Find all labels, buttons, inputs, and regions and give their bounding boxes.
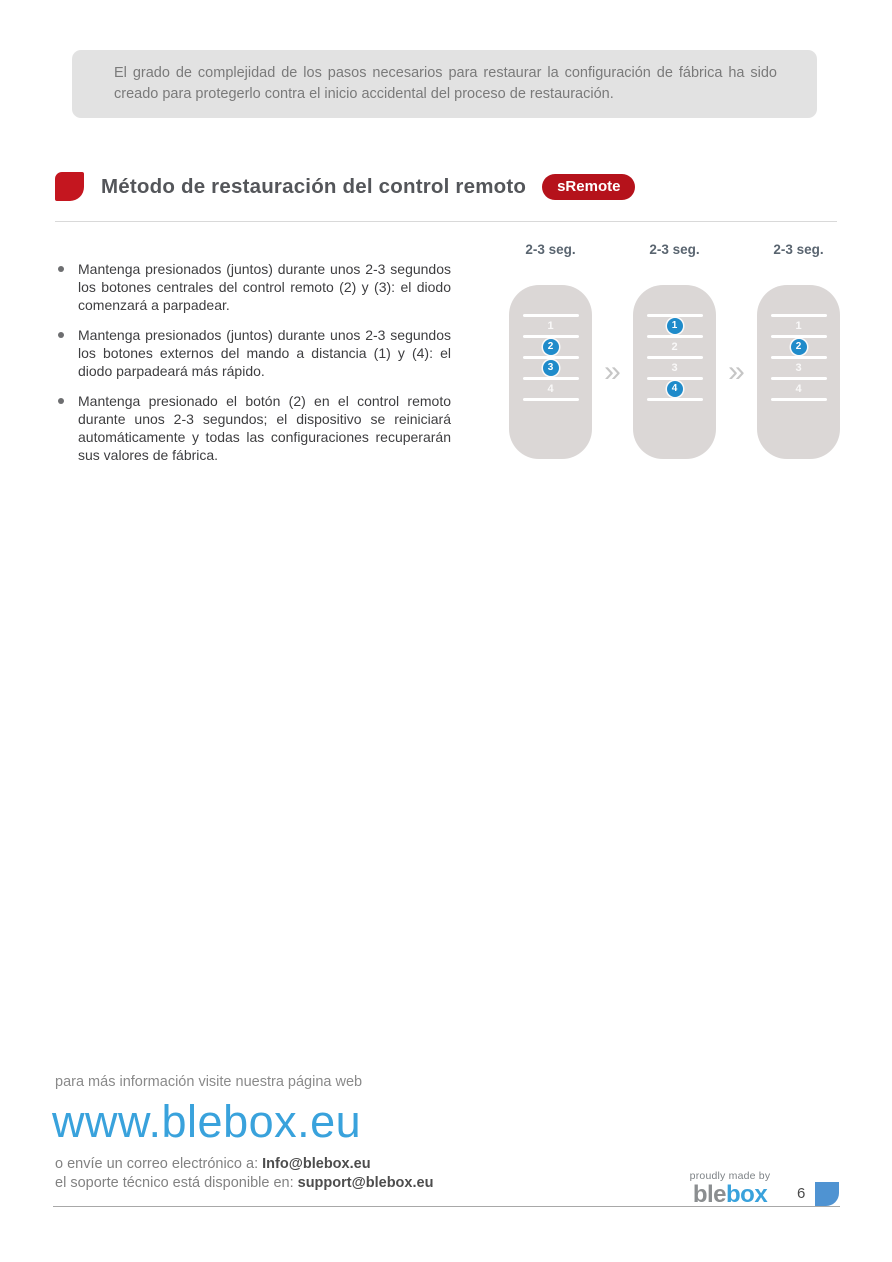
- remote-step-1: [509, 242, 592, 459]
- button-divider-line: [647, 398, 703, 401]
- instruction-text: Mantenga presionados (juntos) durante unos 2-3 segundos los botones centrales del control remoto (2) y (3): el diodo comenzará a parpadear.: [78, 261, 451, 313]
- instruction-item: [55, 392, 451, 464]
- remote-duration-label: 2-3 seg.: [773, 242, 824, 257]
- email-line: [55, 1155, 433, 1174]
- remote-button-3: 3: [671, 361, 678, 374]
- remote-button-1: 1: [547, 319, 554, 332]
- support-email-address[interactable]: support@blebox.eu: [297, 1175, 434, 1191]
- logo-ble: ble: [692, 1181, 726, 1208]
- website-link[interactable]: www.blebox.eu: [52, 1096, 362, 1147]
- email-line-prefix: o envíe un correo electrónico a:: [55, 1156, 263, 1172]
- made-by-text: proudly made by: [689, 1170, 771, 1182]
- remote-control-illustration: [509, 285, 592, 459]
- footer-contact-block: [55, 1155, 433, 1193]
- notice-box: [72, 50, 817, 118]
- blebox-logo: [688, 1183, 772, 1207]
- section-title: Método de restauración del control remoto: [101, 174, 527, 198]
- brand-block: [688, 1170, 772, 1207]
- instruction-item: [55, 326, 451, 380]
- instruction-list: [55, 260, 451, 476]
- section-marker-icon: [55, 172, 84, 201]
- instruction-text: Mantenga presionado el botón (2) en el control remoto durante unos 2-3 segundos; el dispositivo se reiniciará automáticamente y todas las configuraciones recuperarán sus valores de fábrica.: [78, 393, 451, 463]
- remote-button-2: 2: [671, 340, 678, 353]
- remote-button-1: 1: [667, 318, 683, 334]
- email-address[interactable]: Info@blebox.eu: [262, 1156, 371, 1172]
- footer-info-text: para más información visite nuestra página web: [55, 1074, 363, 1090]
- remote-duration-label: 2-3 seg.: [649, 242, 700, 257]
- remote-step-3: [757, 242, 840, 459]
- remote-button-2: 2: [543, 339, 559, 355]
- page-number: 6: [797, 1185, 806, 1202]
- next-step-chevron-icon: »: [604, 355, 621, 388]
- section-divider: [55, 221, 837, 222]
- section-header: [55, 172, 837, 201]
- remote-button-4: 4: [547, 382, 554, 395]
- page-corner-tab: [815, 1182, 839, 1206]
- remote-step-2: [633, 242, 716, 459]
- button-divider-line: [523, 398, 579, 401]
- remote-button-1: 1: [795, 319, 802, 332]
- logo-box: box: [726, 1181, 768, 1208]
- notice-text: El grado de complejidad de los pasos necesarios para restaurar la configuración de fábrica ha sido creado para protegerlo contra el inicio accidental del proceso de restauración.: [114, 65, 777, 102]
- remote-diagram: [509, 242, 840, 459]
- remote-button-4: 4: [667, 381, 683, 397]
- next-step-chevron-icon: »: [728, 355, 745, 388]
- instruction-item: [55, 260, 451, 314]
- remote-button-3: 3: [543, 360, 559, 376]
- remote-control-illustration: [633, 285, 716, 459]
- remote-duration-label: 2-3 seg.: [525, 242, 576, 257]
- instruction-text: Mantenga presionados (juntos) durante unos 2-3 segundos los botones externos del mando a distancia (1) y (4): el diodo parpadeará más rápido.: [78, 327, 451, 379]
- support-line-prefix: el soporte técnico está disponible en:: [55, 1175, 298, 1191]
- remote-button-4: 4: [795, 382, 802, 395]
- support-line: [55, 1174, 433, 1193]
- product-badge: sRemote: [542, 174, 635, 200]
- remote-button-2: 2: [791, 339, 807, 355]
- button-divider-line: [771, 398, 827, 401]
- remote-control-illustration: [757, 285, 840, 459]
- remote-button-3: 3: [795, 361, 802, 374]
